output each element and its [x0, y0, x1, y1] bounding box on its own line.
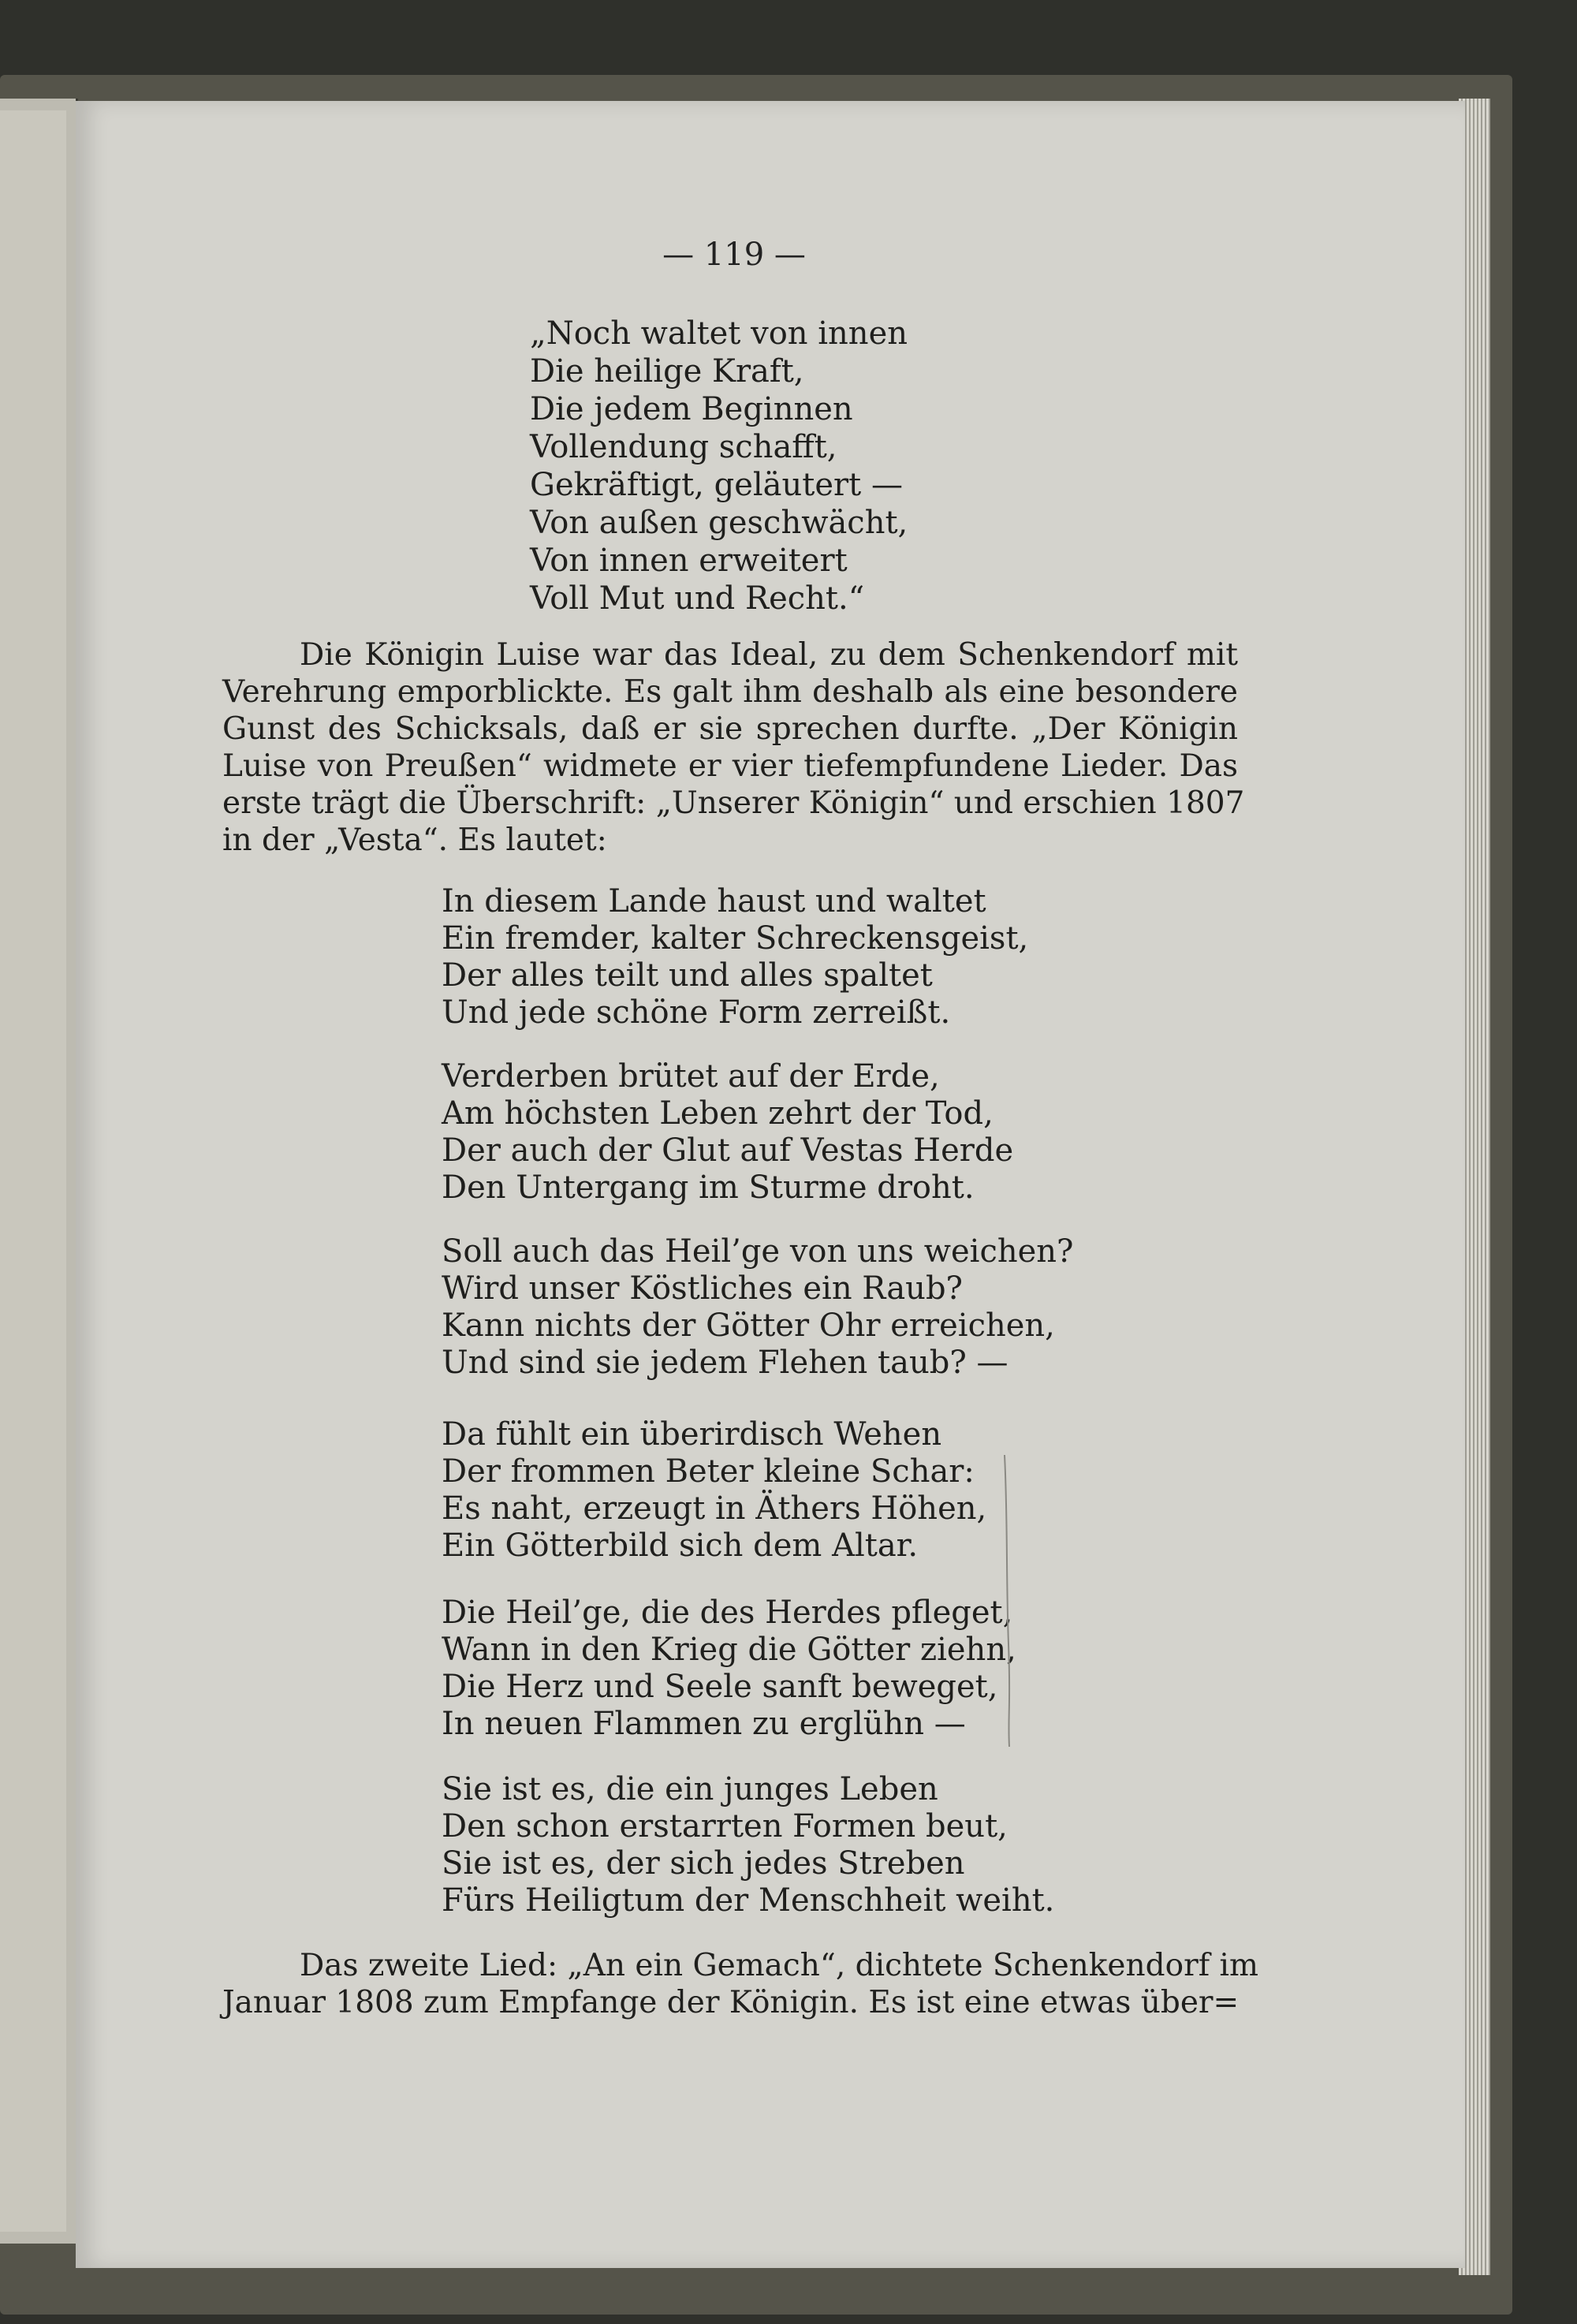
stanza-line: Wann in den Krieg die Götter ziehn, [442, 1632, 1016, 1668]
stanza-line: In diesem Lande haust und waltet [442, 883, 986, 920]
stanza-line: Ein Götterbild sich dem Altar. [442, 1528, 919, 1564]
stanza-line: Soll auch das Heil’ge von uns weichen? [442, 1233, 1074, 1270]
stanza-line: Der auch der Glut auf Vestas Herde [442, 1132, 1014, 1169]
paragraph-1-line: Verehrung emporblickte. Es galt ihm deshalb als eine besondere [222, 674, 1238, 710]
paragraph-1-line: Luise von Preußen“ widmete er vier tiefempfundene Lieder. Das [222, 748, 1238, 784]
stanza-line: Die Herz und Seele sanft beweget, [442, 1669, 998, 1705]
paragraph-1-line: Die Königin Luise war das Ideal, zu dem Schenkendorf mit [300, 637, 1238, 673]
page-number: — 119 — [662, 237, 806, 273]
paragraph-1-line: in der „Vesta“. Es lautet: [222, 823, 607, 858]
paragraph-2 [222, 1948, 1259, 2035]
paragraph-1-line: erste trägt die Überschrift: „Unserer Königin“ und erschien 1807 [222, 785, 1245, 821]
paragraph-2-line: Januar 1808 zum Empfange der Königin. Es ist eine etwas über= [222, 1985, 1240, 2020]
poem-quote-line: „Noch waltet von innen [530, 315, 908, 352]
paragraph-1-line: Gunst des Schicksals, daß er sie sprechen durfte. „Der Königin [222, 711, 1238, 747]
paragraph-2-line: Das zweite Lied: „An ein Gemach“, dichtete Schenkendorf im [300, 1948, 1259, 1983]
stanza-line: Fürs Heiligtum der Menschheit weiht. [442, 1882, 1055, 1919]
pencil-margin-mark [1003, 1455, 1011, 1747]
poem-quote-line: Vollendung schafft, [530, 429, 837, 465]
stanza-line: Kann nichts der Götter Ohr erreichen, [442, 1307, 1055, 1344]
stanza-line: Und jede schöne Form zerreißt. [442, 994, 951, 1031]
paragraph-1 [222, 637, 1245, 874]
stanza-line: Den schon erstarrten Formen beut, [442, 1808, 1008, 1845]
stanza-line: Verderben brütet auf der Erde, [442, 1058, 940, 1095]
poem-quote [530, 315, 1082, 623]
stanza-line: Am höchsten Leben zehrt der Tod, [442, 1095, 994, 1132]
stanza-line: Ein fremder, kalter Schreckensgeist, [442, 920, 1029, 957]
stanza-line: Der frommen Beter kleine Schar: [442, 1453, 975, 1490]
poem-quote-line: Gekräftigt, geläutert — [530, 467, 903, 503]
left-page-edge [0, 110, 66, 2232]
stanza-line: Und sind sie jedem Flehen taub? — [442, 1345, 1008, 1381]
poem-quote-line: Die heilige Kraft, [530, 353, 804, 390]
stanza-line: Sie ist es, der sich jedes Streben [442, 1845, 965, 1882]
stanza-line: Wird unser Köstliches ein Raub? [442, 1270, 963, 1307]
stanza-line: Da fühlt ein überirdisch Wehen [442, 1416, 942, 1453]
stanza-line: Die Heil’ge, die des Herdes pfleget, [442, 1595, 1013, 1631]
poem-quote-line: Voll Mut und Recht.“ [530, 580, 865, 617]
stanza-line: Es naht, erzeugt in Äthers Höhen, [442, 1490, 987, 1527]
stanza-line: In neuen Flammen zu erglühn — [442, 1706, 966, 1742]
stanza-line: Der alles teilt und alles spaltet [442, 957, 933, 994]
poem [442, 883, 1088, 1932]
stanza-line: Sie ist es, die ein junges Leben [442, 1771, 938, 1807]
poem-quote-line: Die jedem Beginnen [530, 391, 853, 427]
poem-quote-line: Von außen geschwächt, [530, 505, 908, 541]
poem-quote-line: Von innen erweitert [530, 543, 848, 579]
stanza-line: Den Untergang im Sturme droht. [442, 1169, 975, 1206]
